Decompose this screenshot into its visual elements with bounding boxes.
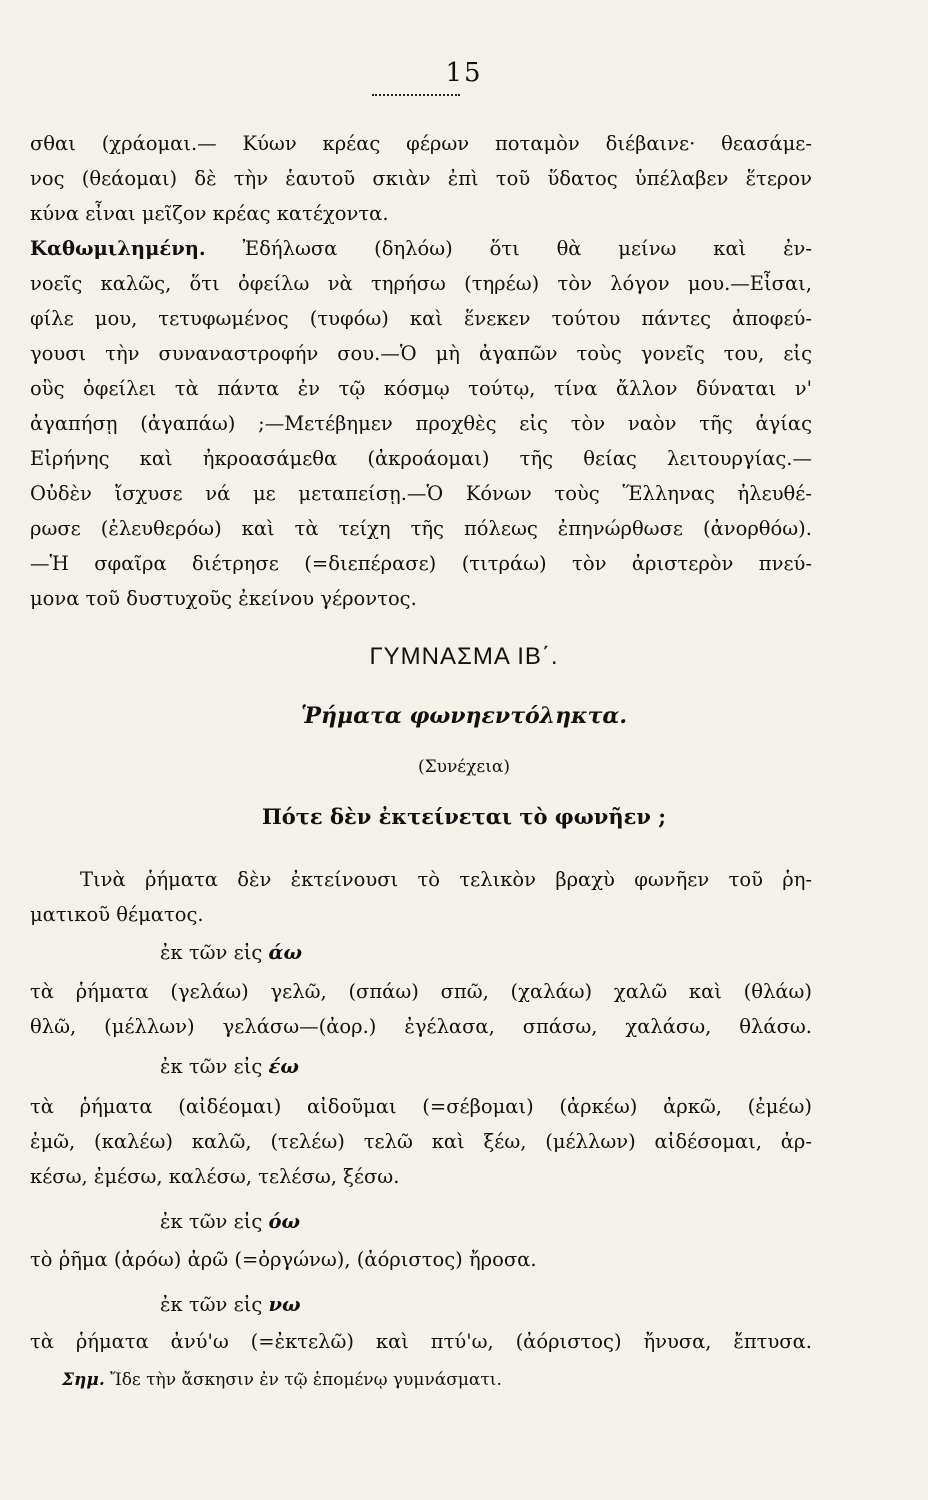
group-line: τὰ ῥήματα (γελάω) γελῶ, (σπάω) σπῶ, (χαλάω) χαλῶ καὶ (θλάω): [30, 980, 812, 1003]
group-line: τὸ ῥῆμα (ἀρόω) ἀρῶ (=ὀργώνω), (ἀόριστος) ἤροσα.: [30, 1248, 537, 1271]
text-line: ἀγαπήσῃ (ἀγαπάω) ;—Μετέβημεν προχθὲς εἰς τὸν ναὸν τῆς ἁγίας: [30, 412, 812, 435]
note-label: Σημ.: [62, 1370, 105, 1390]
continuation-label: (Συνέχεια): [417, 757, 510, 777]
group-line: κέσω, ἐμέσω, καλέσω, τελέσω, ξέσω.: [30, 1165, 400, 1188]
text-line: —Ἡ σφαῖρα διέτρησε (=διεπέρασε) (τιτράω) τὸν ἀριστερὸν πνεύ-: [30, 552, 812, 575]
text-line: φίλε μου, τετυφωμένος (τυφόω) καὶ ἕνεκεν τούτου πάντες ἀποφεύ-: [30, 307, 812, 330]
group-heading: ἐκ τῶν εἰς νω: [160, 1293, 301, 1316]
page-number: 15: [445, 58, 483, 88]
group-heading: ἐκ τῶν εἰς όω: [160, 1210, 301, 1233]
text-line: Οὐδὲν ἴσχυσε νά με μεταπείσῃ.—Ὁ Κόνων τοὺς Ἕλληνας ἠλευθέ-: [30, 482, 812, 505]
text-line: νοεῖς καλῶς, ὅτι ὀφείλω νὰ τηρήσω (τηρέω) τὸν λόγον μου.—Εἶσαι,: [30, 272, 812, 295]
kathomilimeni-heading: Καθωμιλημένη.: [30, 237, 206, 260]
text-line: γουσι τὴν συναναστροφήν σου.—Ὁ μὴ ἀγαπῶν τοὺς γονεῖς του, εἰς: [30, 342, 812, 365]
section-title: Ῥήματα φωνηεντόληκτα.: [301, 703, 627, 729]
group-heading: ἐκ τῶν εἰς έω: [160, 1055, 299, 1078]
group-line: ἐμῶ, (καλέω) καλῶ, (τελέω) τελῶ καὶ ξέω, (μέλλων) αἰδέσομαι, ἀρ-: [30, 1130, 812, 1153]
text-line: κύνα εἶναι μεῖζον κρέας κατέχοντα.: [30, 202, 389, 225]
question-heading: Πότε δὲν ἐκτείνεται τὸ φωνῆεν ;: [261, 804, 667, 829]
text-line: νος (θεάομαι) δὲ τὴν ἑαυτοῦ σκιὰν ἐπὶ τοῦ ὕδατος ὑπέλαβεν ἕτερον: [30, 167, 812, 190]
group-line: τὰ ῥήματα (αἰδέομαι) αἰδοῦμαι (=σέβομαι) (ἀρκέω) ἀρκῶ, (ἐμέω): [30, 1095, 812, 1118]
group-line: τὰ ῥήματα ἀνύ'ω (=ἐκτελῶ) καὶ πτύ'ω, (ἀόριστος) ἤνυσα, ἔπτυσα.: [30, 1330, 812, 1353]
text-line: οὓς ὀφείλει τὰ πάντα ἐν τῷ κόσμῳ τούτῳ, τίνα ἄλλον δύναται ν': [30, 377, 812, 400]
note-text: Ἴδε τὴν ἄσκησιν ἐν τῷ ἑπομένῳ γυμνάσματι.: [104, 1370, 502, 1390]
group-line: θλῶ, (μέλλων) γελάσω—(ἀορ.) ἐγέλασα, σπάσω, χαλάσω, θλάσω.: [30, 1015, 812, 1038]
intro-line: ματικοῦ θέματος.: [30, 903, 204, 926]
kathomilimeni-text: Ἐδήλωσα (δηλόω) ὅτι θὰ μείνω καὶ ἐν-: [205, 237, 812, 260]
note-line: [62, 1368, 812, 1392]
group-heading: ἐκ τῶν εἰς άω: [160, 941, 303, 964]
text-line: Εἰρήνης καὶ ἠκροασάμεθα (ἀκροάομαι) τῆς θείας λειτουργίας.—: [30, 447, 812, 470]
kathomilimeni-line: [30, 237, 812, 261]
text-line: σθαι (χράομαι.— Κύων κρέας φέρων ποταμὸν διέβαινε· θεασάμε-: [30, 132, 812, 155]
exercise-title: ΓΥΜΝΑΣΜΑ ΙΒ΄.: [369, 643, 559, 670]
text-line: ρωσε (ἐλευθερόω) καὶ τὰ τείχη τῆς πόλεως ἐπηνώρθωσε (ἀνορθόω).: [30, 517, 812, 540]
intro-line: Τινὰ ῥήματα δὲν ἐκτείνουσι τὸ τελικὸν βραχὺ φωνῆεν τοῦ ῥη-: [80, 868, 812, 891]
page-number-ornament: [372, 90, 460, 96]
text-line: μονα τοῦ δυστυχοῦς ἐκείνου γέροντος.: [30, 587, 417, 610]
